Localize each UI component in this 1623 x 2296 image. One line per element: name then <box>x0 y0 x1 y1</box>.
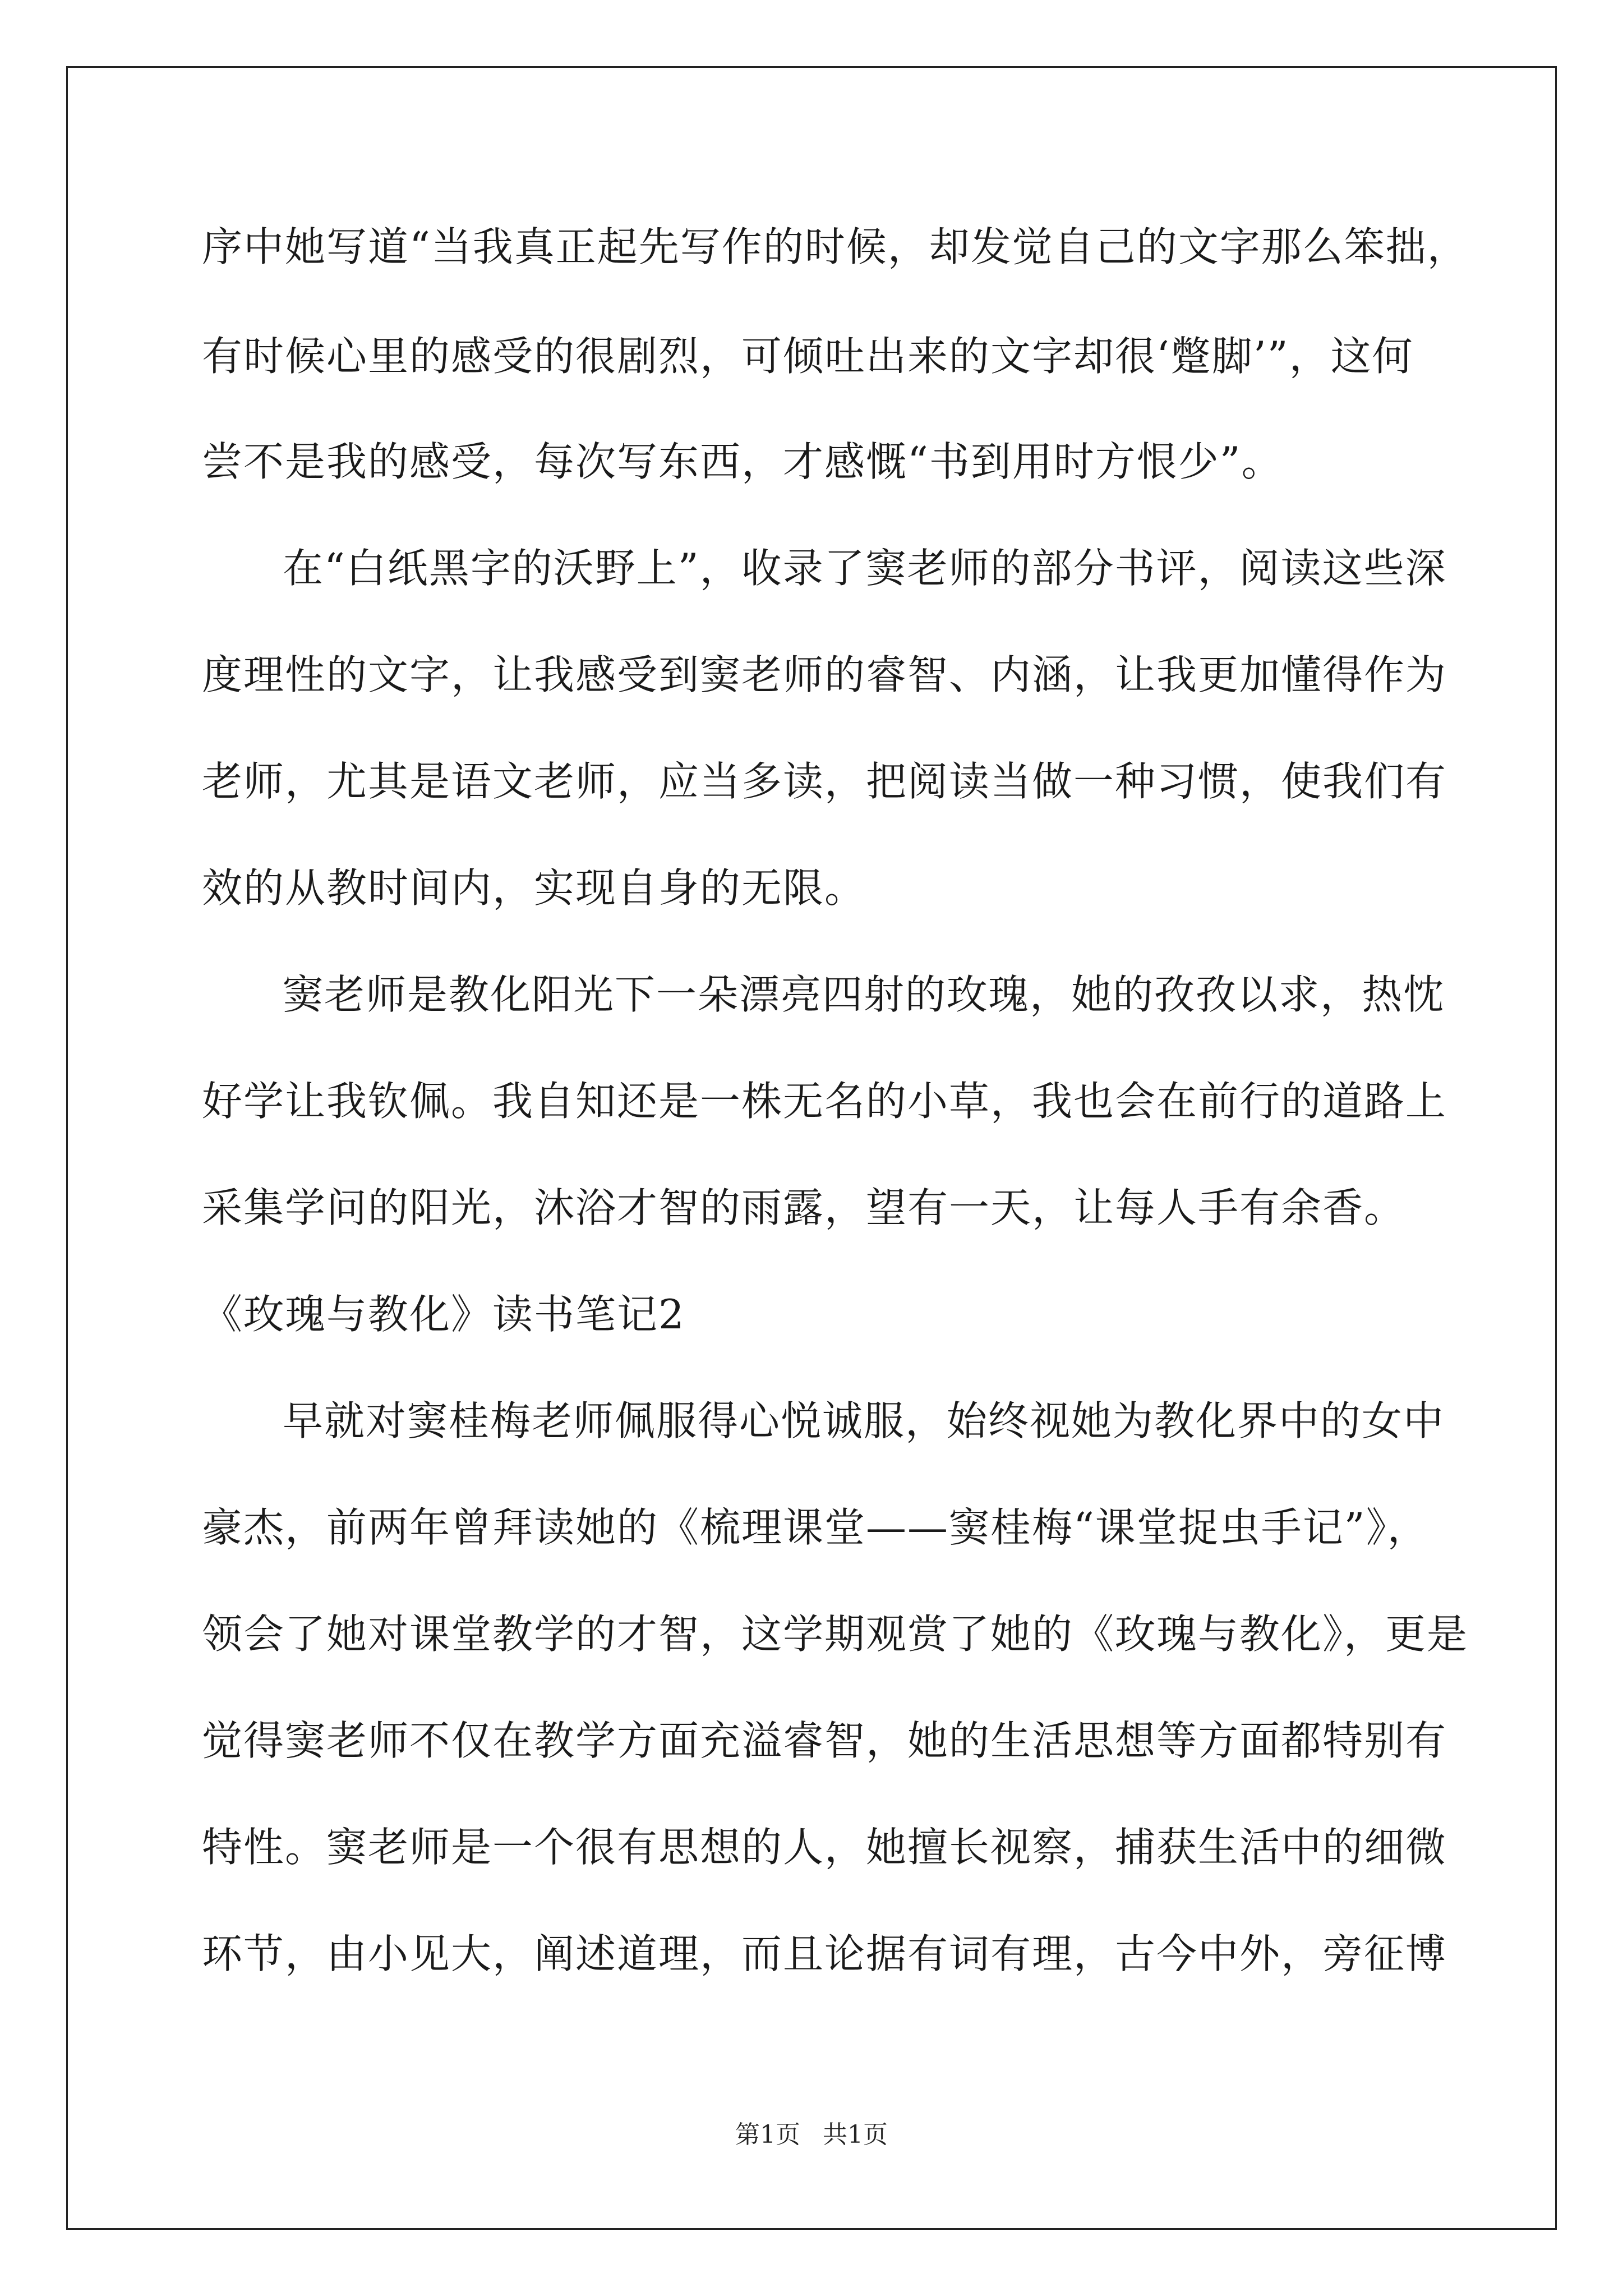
text-line: 觉得窦老师不仅在教学方面充溢睿智，她的生活思想等方面都特别有 <box>202 1717 1447 1764</box>
text-line: 有时候心里的感受的很剧烈，可倾吐出来的文字却很‘蹩脚’”，这何 <box>202 333 1414 380</box>
text-line: 环节，由小见大，阐述道理，而且论据有词有理，古今中外，旁征博 <box>202 1930 1447 1977</box>
text-line: 度理性的文字，让我感受到窦老师的睿智、内涵，让我更加懂得作为 <box>202 651 1447 698</box>
text-line: 效的从教时间内，实现自身的无限。 <box>202 864 866 912</box>
text-line: 序中她写道“当我真正起先写作的时候，却发觉自己的文字那么笨拙， <box>202 223 1469 270</box>
section-heading: 《玫瑰与教化》读书笔记2 <box>202 1291 685 1338</box>
page-border <box>66 66 1557 2230</box>
page-footer <box>0 2118 1623 2152</box>
text-line: 特性。窦老师是一个很有思想的人，她擅长视察，捕获生活中的细微 <box>202 1824 1447 1871</box>
page-total: 共1页 <box>823 2120 888 2149</box>
page-number: 第1页 <box>735 2120 800 2149</box>
text-line: 豪杰，前两年曾拜读她的《梳理课堂——窦桂梅“课堂捉虫手记”》， <box>202 1504 1429 1551</box>
text-line: 好学让我钦佩。我自知还是一株无名的小草，我也会在前行的道路上 <box>202 1078 1447 1125</box>
text-line: 领会了她对课堂教学的才智，这学期观赏了她的《玫瑰与教化》，更是 <box>202 1611 1469 1658</box>
paragraph-start-line: 早就对窦桂梅老师佩服得心悦诚服，始终视她为教化界中的女中 <box>283 1397 1445 1444</box>
text-line: 老师，尤其是语文老师，应当多读，把阅读当做一种习惯，使我们有 <box>202 758 1447 805</box>
paragraph-start-line: 在“白纸黑字的沃野上”，收录了窦老师的部分书评，阅读这些深 <box>283 545 1447 592</box>
text-line: 采集学问的阳光，沐浴才智的雨露，望有一天，让每人手有余香。 <box>202 1184 1406 1231</box>
paragraph-start-line: 窦老师是教化阳光下一朵漂亮四射的玫瑰，她的孜孜以求，热忱 <box>283 971 1445 1018</box>
text-line: 尝不是我的感受，每次写东西，才感慨“书到用时方恨少”。 <box>202 438 1283 485</box>
